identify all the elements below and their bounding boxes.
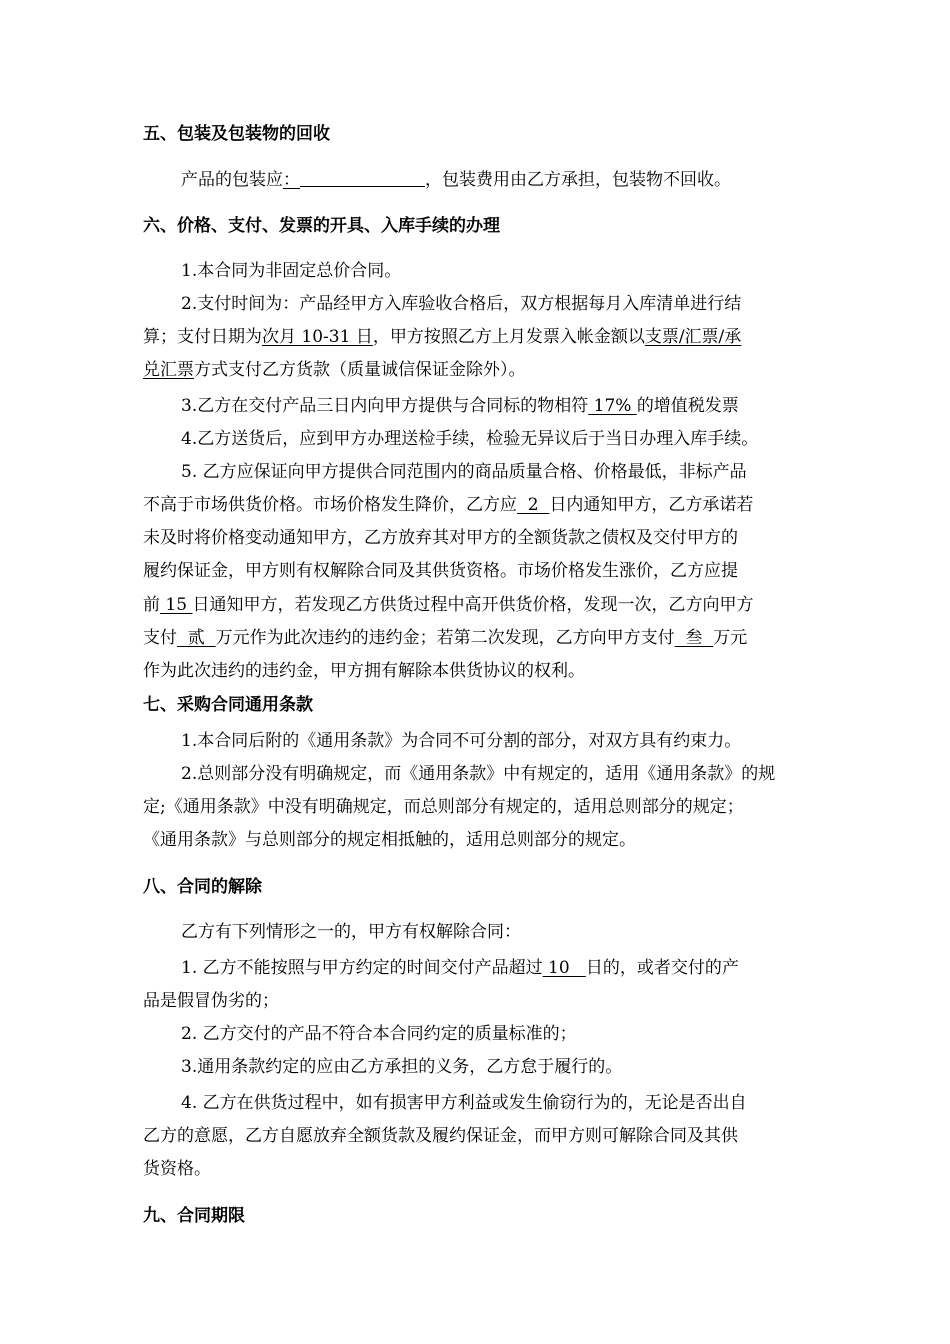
underlined-value: 贰: [177, 628, 216, 648]
text: 万元作为此次违约的违约金；若第二次发现，乙方向甲方支付: [215, 628, 675, 648]
section-6-item-2-line-2: [143, 325, 741, 349]
underlined-value: 叁: [674, 628, 714, 648]
text: 日的，或者交付的产: [585, 958, 739, 978]
section-6-item-5-line-4: 履约保证金，甲方则有权解除合同及其供货资格。市场价格发生涨价，乙方应提: [143, 561, 738, 581]
text: ，包装费用由乙方承担，包装物不回收。: [425, 170, 731, 190]
section-6-item-2-line-3: [143, 358, 526, 382]
underlined-value: 兑汇票: [143, 360, 194, 380]
section-8-item-2: 2. 乙方交付的产品不符合本合同约定的质量标准的；: [181, 1024, 577, 1044]
section-8-item-4-line-1: 4. 乙方在供货过程中，如有损害甲方利益或发生偷窃行为的，无论是否出自: [181, 1093, 747, 1113]
underlined-value: ：: [283, 170, 300, 190]
underlined-value: 10: [542, 958, 586, 978]
section-8-heading: 八、合同的解除: [143, 877, 262, 897]
section-6-item-5-line-7: 作为此次违约的违约金，甲方拥有解除本供货协议的权利。: [143, 661, 585, 681]
text: 前: [143, 595, 160, 615]
section-7-item-1: 1.本合同后附的《通用条款》为合同不可分割的部分，对双方具有约束力。: [181, 731, 742, 751]
section-7-heading: 七、采购合同通用条款: [143, 695, 313, 715]
section-6-item-5-line-3: 未及时将价格变动通知甲方，乙方放弃其对甲方的全额货款之债权及交付甲方的: [143, 528, 738, 548]
underlined-value: 支票/汇票/承: [644, 327, 742, 347]
text: 的增值税发票: [636, 396, 739, 416]
section-8-item-4-line-3: 货资格。: [143, 1159, 211, 1179]
underlined-value: 15: [160, 595, 193, 615]
text: 算；支付日期为: [143, 327, 262, 347]
blank-field: [300, 169, 425, 187]
section-8-item-3: 3.通用条款约定的应由乙方承担的义务，乙方怠于履行的。: [181, 1057, 623, 1077]
text: 日内通知甲方，乙方承诺若: [549, 495, 754, 515]
section-5-heading: 五、包装及包装物的回收: [143, 124, 330, 144]
section-8-item-1-line-1: [181, 956, 739, 980]
text: 支付: [143, 628, 177, 648]
underlined-value: 2: [517, 495, 550, 515]
section-7-item-2-line-1: 2.总则部分没有明确规定，而《通用条款》中有规定的，适用《通用条款》的规: [181, 764, 776, 784]
text: 产品的包装应: [181, 170, 283, 190]
text: 日通知甲方，若发现乙方供货过程中高开供货价格，发现一次，乙方向甲方: [192, 595, 754, 615]
section-8-intro: 乙方有下列情形之一的，甲方有权解除合同：: [181, 922, 521, 942]
section-9-heading: 九、合同期限: [143, 1206, 245, 1226]
section-7-item-2-line-2: 定;《通用条款》中没有明确规定，而总则部分有规定的，适用总则部分的规定；: [143, 797, 744, 817]
section-6-item-3: [181, 394, 739, 418]
text: 不高于市场供货价格。市场价格发生降价，乙方应: [143, 495, 517, 515]
text: 万元: [713, 628, 748, 648]
text: 方式支付乙方货款（质量诚信保证金除外）。: [194, 360, 526, 380]
section-6-item-1: 1.本合同为非固定总价合同。: [181, 261, 402, 281]
section-5-paragraph: [181, 168, 731, 192]
section-8-item-4-line-2: 乙方的意愿，乙方自愿放弃全额货款及履约保证金，而甲方则可解除合同及其供: [143, 1126, 738, 1146]
section-8-item-1-line-2: 品是假冒伪劣的；: [143, 991, 279, 1011]
text: 1. 乙方不能按照与甲方约定的时间交付产品超过: [181, 958, 543, 978]
section-6-item-4: 4.乙方送货后，应到甲方办理送检手续，检验无异议后于当日办理入库手续。: [181, 429, 759, 449]
underlined-value: 17%: [588, 396, 637, 416]
section-6-heading: 六、价格、支付、发票的开具、入库手续的办理: [143, 216, 500, 236]
section-6-item-2-line-1: 2.支付时间为：产品经甲方入库验收合格后，双方根据每月入库清单进行结: [181, 294, 742, 314]
text: ，甲方按照乙方上月发票入帐金额以: [372, 327, 645, 347]
section-6-item-5-line-2: [143, 493, 753, 517]
section-6-item-5-line-5: [143, 593, 753, 617]
section-6-item-5-line-1: 5. 乙方应保证向甲方提供合同范围内的商品质量合格、价格最低，非标产品: [181, 462, 747, 482]
section-6-item-5-line-6: [143, 626, 747, 650]
text: 3.乙方在交付产品三日内向甲方提供与合同标的物相符: [181, 396, 589, 416]
underlined-value: 次月 10-31 日: [262, 327, 373, 347]
section-7-item-2-line-3: 《通用条款》与总则部分的规定相抵触的，适用总则部分的规定。: [143, 830, 636, 850]
